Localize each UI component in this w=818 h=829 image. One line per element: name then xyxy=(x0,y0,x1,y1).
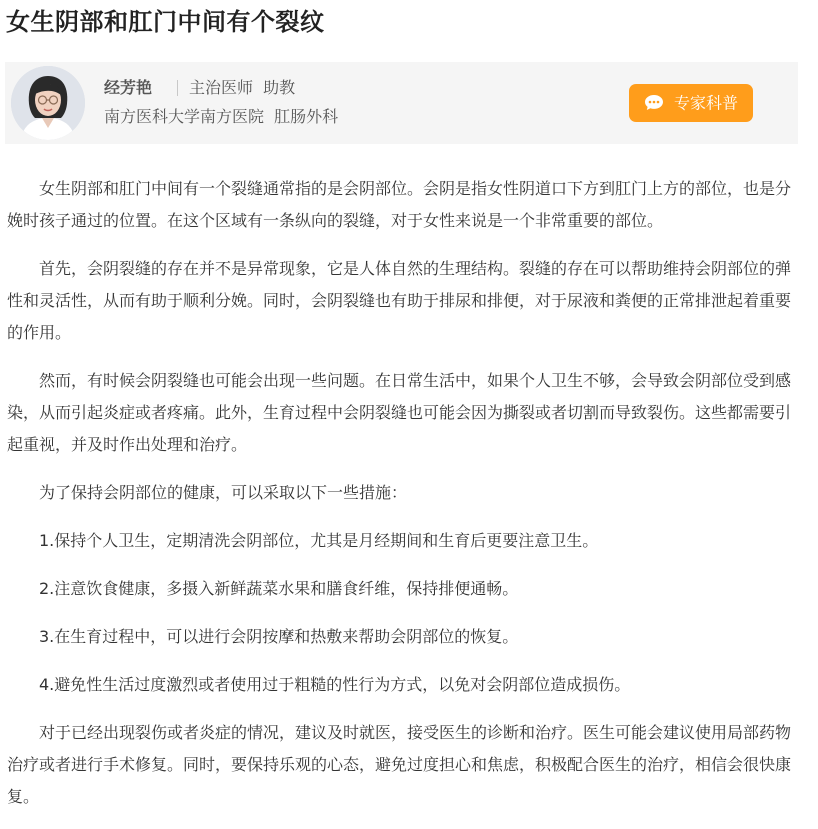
article-body xyxy=(7,173,802,829)
chat-bubble-icon xyxy=(644,94,664,111)
author-card xyxy=(5,62,798,144)
page-title: 女生阴部和肛门中间有个裂纹 xyxy=(6,8,325,36)
article-paragraph: 然而，有时候会阴裂缝也可能会出现一些问题。在日常生活中，如果个人卫生不够，会导致会阴部位受到感染，从而引起炎症或者疼痛。此外，生育过程中会阴裂缝也可能会因为撕裂或者切割而导致裂伤。这些都需要引起重视，并及时作出处理和治疗。 xyxy=(7,371,792,454)
list-item: 1.保持个人卫生，定期清洗会阴部位，尤其是月经期间和生育后更要注意卫生。 xyxy=(39,531,599,550)
doctor-portrait-icon xyxy=(11,66,85,140)
doctor-organization: 南方医科大学南方医院 肛肠外科 xyxy=(104,107,339,126)
doctor-title: 主治医师 助教 xyxy=(189,78,296,97)
doctor-name[interactable]: 经芳艳 xyxy=(104,78,153,97)
article-paragraph: 对于已经出现裂伤或者炎症的情况，建议及时就医，接受医生的诊断和治疗。医生可能会建议使用局部药物治疗或者进行手术修复。同时，要保持乐观的心态，避免过度担心和焦虑，积极配合医生的治疗，相信会很快康复。 xyxy=(7,723,792,806)
avatar[interactable] xyxy=(11,66,85,140)
expert-button-label: 专家科普 xyxy=(674,93,739,113)
list-item: 4.避免性生活过度激烈或者使用过于粗糙的性行为方式，以免对会阴部位造成损伤。 xyxy=(39,675,631,694)
expert-science-button[interactable] xyxy=(629,84,753,122)
list-item: 2.注意饮食健康，多摄入新鲜蔬菜水果和膳食纤维，保持排便通畅。 xyxy=(39,579,519,598)
article-paragraph: 首先，会阴裂缝的存在并不是异常现象，它是人体自然的生理结构。裂缝的存在可以帮助维持会阴部位的弹性和灵活性，从而有助于顺利分娩。同时，会阴裂缝也有助于排尿和排便，对于尿液和粪便的正常排泄起着重要的作用。 xyxy=(7,259,792,342)
divider xyxy=(177,80,178,96)
article-paragraph: 女生阴部和肛门中间有一个裂缝通常指的是会阴部位。会阴是指女性阴道口下方到肛门上方的部位，也是分娩时孩子通过的位置。在这个区域有一条纵向的裂缝，对于女性来说是一个非常重要的部位。 xyxy=(7,179,792,230)
list-item: 3.在生育过程中，可以进行会阴按摩和热敷来帮助会阴部位的恢复。 xyxy=(39,627,519,646)
article-paragraph: 为了保持会阴部位的健康，可以采取以下一些措施： xyxy=(39,483,408,502)
